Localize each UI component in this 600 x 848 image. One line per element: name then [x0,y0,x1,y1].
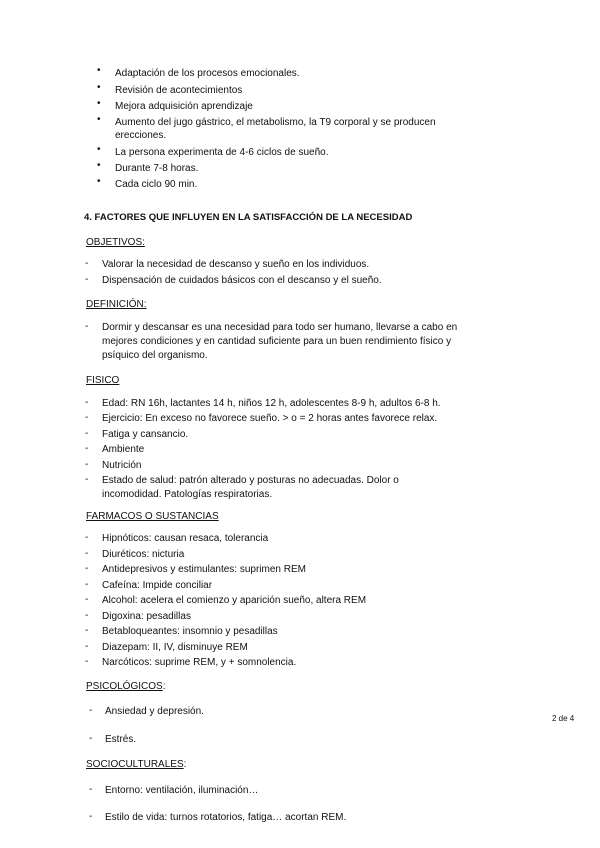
list-item: Cada ciclo 90 min. [115,179,198,190]
dash-marker: - [85,258,89,269]
dash-marker: - [85,610,89,621]
bullet-marker: • [97,144,101,155]
bullet-marker: • [97,98,101,109]
subsection-title-psicologicos [86,680,165,693]
subsection-title-farmacos: FARMACOS O SUSTANCIAS [86,511,219,522]
dash-marker: - [85,397,89,408]
list-item: Edad: RN 16h, lactantes 14 h, niños 12 h, adolescentes 8-9 h, adultos 6-8 h. [102,398,441,409]
list-item: Estilo de vida: turnos rotatorios, fatiga… acortan REM. [105,812,347,823]
dash-marker: - [85,579,89,590]
paragraph-line: Dormir y descansar es una necesidad para todo ser humano, llevarse a cabo en [102,322,458,333]
dash-marker: - [85,443,89,454]
subsection-title-socioculturales [86,758,186,771]
subsection-title-text: PSICOLÓGICOS [86,681,163,692]
list-item: Estrés. [105,734,137,745]
list-item: Ambiente [102,444,145,455]
list-item: Aumento del jugo gástrico, el metabolismo, la T9 corporal y se producen [115,117,436,128]
dash-marker: - [85,594,89,605]
subsection-title-objetivos: OBJETIVOS: [86,237,145,248]
list-item: La persona experimenta de 4-6 ciclos de sueño. [115,147,329,158]
list-item: Hipnóticos: causan resaca, tolerancia [102,533,269,544]
paragraph-line: psíquico del organismo. [102,350,208,361]
list-item: Narcóticos: suprime REM, y + somnolencia. [102,657,297,668]
dash-marker: - [85,656,89,667]
list-item: Ejercicio: En exceso no favorece sueño. > o = 2 horas antes favorece relax. [102,413,438,424]
paragraph-line: mejores condiciones y en cantidad suficiente para un buen rendimiento físico y [102,336,452,347]
dash-marker: - [85,532,89,543]
list-item: Dispensación de cuidados básicos con el descanso y el sueño. [102,275,382,286]
section-heading: 4. FACTORES QUE INFLUYEN EN LA SATISFACCIÓN DE LA NECESIDAD [84,212,413,223]
list-item: Valorar la necesidad de descanso y sueño en los individuos. [102,259,370,270]
dash-marker: - [85,412,89,423]
subsection-title-definicion: DEFINICIÓN: [86,299,147,310]
list-item: Alcohol: acelera el comienzo y aparición sueño, altera REM [102,595,367,606]
dash-marker: - [85,474,89,485]
dash-marker: - [85,274,89,285]
dash-marker: - [85,641,89,652]
list-item: Estado de salud: patrón alterado y posturas no adecuadas. Dolor o [102,475,399,486]
list-item: Betabloqueantes: insomnio y pesadillas [102,626,278,637]
list-item: Revisión de acontecimientos [115,85,243,96]
list-item: Fatiga y cansancio. [102,429,189,440]
list-item: Mejora adquisición aprendizaje [115,101,253,112]
subsection-title-fisico: FISICO [86,375,120,386]
bullet-marker: • [97,160,101,171]
bullet-marker: • [97,114,101,125]
list-item: Diazepam: II, IV, disminuye REM [102,642,248,653]
dash-marker: - [89,705,93,716]
list-item: Nutrición [102,460,142,471]
dash-marker: - [85,428,89,439]
dash-marker: - [89,811,93,822]
list-item: Cafeína: Impide conciliar [102,580,213,591]
title-colon: : [162,681,166,692]
list-item: Adaptación de los procesos emocionales. [115,68,300,79]
bullet-marker: • [97,176,101,187]
title-colon: : [183,759,187,770]
list-item: Diuréticos: nicturia [102,549,185,560]
dash-marker: - [85,548,89,559]
bullet-marker: • [97,65,101,76]
dash-marker: - [85,321,89,332]
list-item: Antidepresivos y estimulantes: suprimen REM [102,564,306,575]
dash-marker: - [85,563,89,574]
list-item: Entorno: ventilación, iluminación… [105,785,259,796]
dash-marker: - [89,784,93,795]
list-item: Digoxina: pesadillas [102,611,191,622]
list-item: Ansiedad y depresión. [105,706,204,717]
list-item: Durante 7-8 horas. [115,163,199,174]
subsection-title-text: SOCIOCULTURALES [86,759,184,770]
list-item-continuation: erecciones. [115,130,167,141]
dash-marker: - [85,625,89,636]
dash-marker: - [89,733,93,744]
list-item-continuation: incomodidad. Patologías respiratorias. [102,489,273,500]
dash-marker: - [85,459,89,470]
bullet-marker: • [97,82,101,93]
page-number: 2 de 4 [552,714,575,723]
